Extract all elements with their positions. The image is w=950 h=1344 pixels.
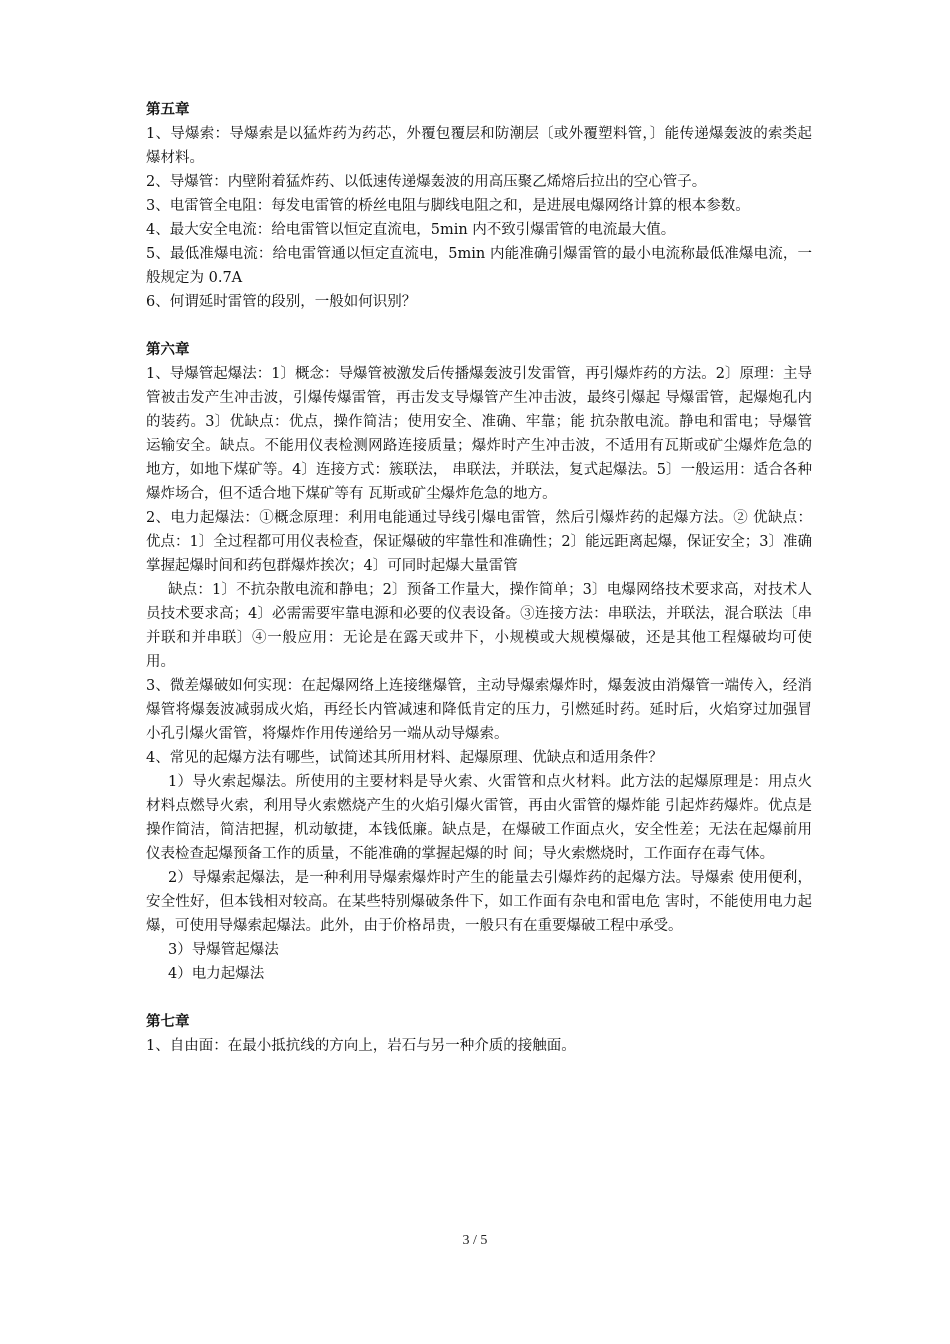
section-gap	[146, 986, 812, 1010]
section-gap	[146, 314, 812, 338]
ch5-item-2: 2、导爆管：内壁附着猛炸药、以低速传递爆轰波的用高压聚乙烯熔后拉出的空心管子。	[146, 174, 707, 190]
ch6-item-4-sub-3: 3）导爆管起爆法	[168, 942, 279, 958]
document-page	[146, 98, 812, 1058]
ch6-item-4-sub-4: 4）电力起爆法	[168, 966, 265, 982]
ch5-item-3: 3、电雷管全电阻：每发电雷管的桥丝电阻与脚线电阻之和，是进展电爆网络计算的根本参数。	[146, 198, 750, 214]
ch5-item-5: 5、最低准爆电流：给电雷管通以恒定直流电，5min 内能准确引爆雷管的最小电流称最低准爆电流，一般规定为 0.7A	[146, 246, 812, 286]
page-number: 3 / 5	[462, 1233, 488, 1248]
ch5-item-4: 4、最大安全电流：给电雷管以恒定直流电，5min 内不致引爆雷管的电流最大值。	[146, 222, 676, 238]
ch5-item-6: 6、何谓延时雷管的段别，一般如何识别？	[146, 294, 417, 310]
ch6-item-4: 4、常见的起爆方法有哪些，试简述其所用材料、起爆原理、优缺点和适用条件？	[146, 750, 663, 766]
chapter-6-title: 第六章	[146, 341, 190, 358]
ch6-item-3: 3、微差爆破如何实现：在起爆网络上连接继爆管，主动导爆索爆炸时，爆轰波由消爆管一端传入，经消爆管将爆轰波减弱成火焰，再经长内管减速和降低肯定的压力，引燃延时药。延时后，火焰穿过加强冒小孔引爆火雷管，将爆炸作用传递给另一端从动导爆索。	[146, 678, 812, 742]
ch6-item-2: 2、电力起爆法：①概念原理：利用电能通过导线引爆电雷管，然后引爆炸药的起爆方法。② 优缺点：优点：1〕全过程都可用仪表检查，保证爆破的牢靠性和准确性；2〕能远距离起爆，保证安全；3〕准确掌握起爆时间和药包群爆炸挨次；4〕可同时起爆大量雷管	[146, 510, 812, 574]
ch6-item-1: 1、导爆管起爆法：1〕概念：导爆管被激发后传播爆轰波引发雷管，再引爆炸药的方法。2〕原理：主导管被击发产生冲击波，引爆传爆雷管，再击发支导爆管产生冲击波，最终引爆起 导爆雷管，起爆炮孔内的装药。3〕优缺点：优点，操作简洁；使用安全、准确、牢靠；能 抗杂散电流。静电和雷电；导爆管运输安全。缺点。不能用仪表检测网路连接质量；爆炸时产生冲击波，不适用有瓦斯或矿尘爆炸危急的地方，如地下煤矿等。4〕连接方式：簇联法， 串联法，并联法，复式起爆法。5〕一般运用：适合各种爆炸场合，但不适合地下煤矿等有 瓦斯或矿尘爆炸危急的地方。	[146, 366, 812, 502]
chapter-5-title: 第五章	[146, 101, 190, 118]
ch6-item-4-sub-2: 2）导爆索起爆法，是一种利用导爆索爆炸时产生的能量去引爆炸药的起爆方法。导爆索 使用便利，安全性好，但本钱相对较高。在某些特别爆破条件下，如工作面有杂电和雷电危 害时，不能使用电力起爆，可使用导爆索起爆法。此外，由于价格昂贵，一般只有在重要爆破工程中承受。	[146, 870, 812, 934]
ch6-item-4-sub-1: 1）导火索起爆法。所使用的主要材料是导火索、火雷管和点火材料。此方法的起爆原理是：用点火材料点燃导火索，利用导火索燃烧产生的火焰引爆火雷管，再由火雷管的爆炸能 引起炸药爆炸。优点是操作简洁，简洁把握，机动敏捷，本钱低廉。缺点是，在爆破工作面点火，安全性差；无法在起爆前用仪表检查起爆预备工作的质量，不能准确的掌握起爆的时 间；导火索燃烧时，工作面存在毒气体。	[146, 774, 812, 862]
ch7-item-1: 1、自由面：在最小抵抗线的方向上，岩石与另一种介质的接触面。	[146, 1038, 576, 1054]
chapter-7-title: 第七章	[146, 1013, 190, 1030]
ch6-item-2-cons: 缺点：1〕不抗杂散电流和静电；2〕预备工作量大，操作简单；3〕电爆网络技术要求高，对技术人员技术要求高；4〕必需需要牢靠电源和必要的仪表设备。③连接方法：串联法，并联法，混合联法〔串并联和并串联〕④一般应用：无论是在露天或井下，小规模或大规模爆破，还是其他工程爆破均可使用。	[146, 582, 812, 670]
ch5-item-1: 1、导爆索：导爆索是以猛炸药为药芯，外覆包覆层和防潮层〔或外覆塑料管，〕能传递爆轰波的索类起爆材料。	[146, 126, 812, 166]
